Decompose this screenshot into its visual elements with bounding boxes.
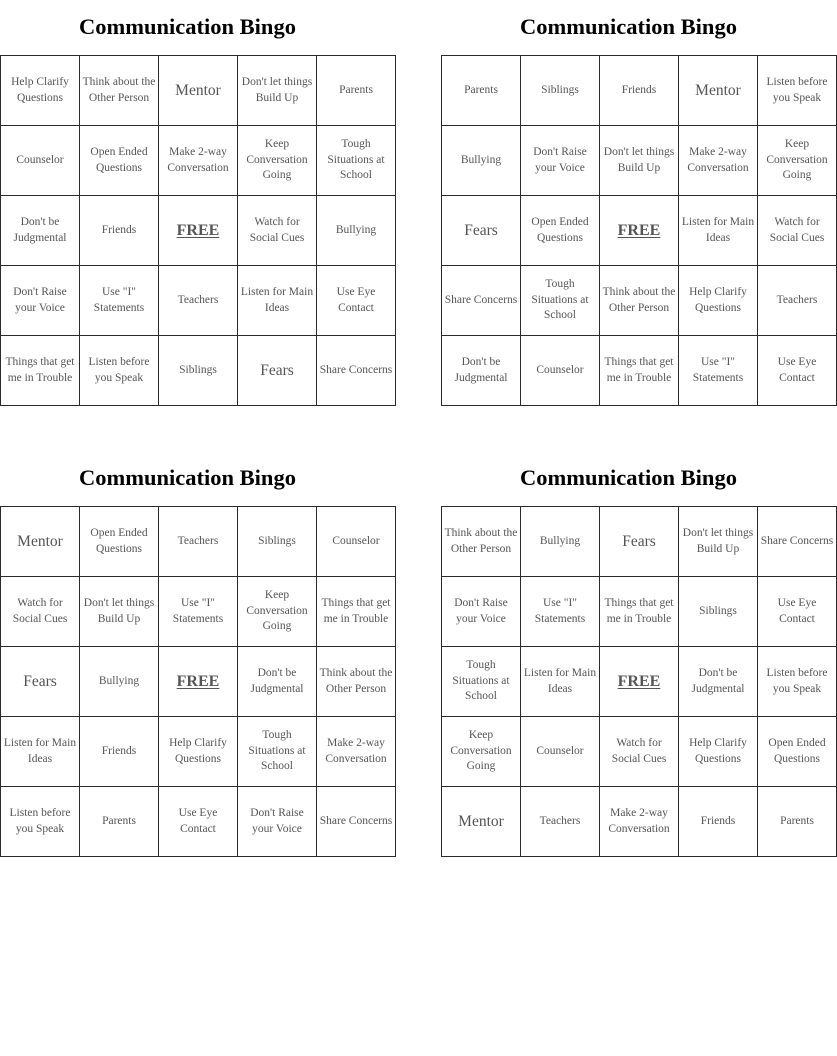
bingo-cell: Bullying — [80, 647, 159, 717]
bingo-cell: Watch for Social Cues — [758, 196, 837, 266]
bingo-cell: Things that get me in Trouble — [1, 336, 80, 406]
bingo-row — [1, 577, 396, 647]
bingo-cell: Make 2-way Conversation — [600, 787, 679, 857]
bingo-cell: Share Concerns — [758, 507, 837, 577]
bingo-cell: Teachers — [758, 266, 837, 336]
card-title: Communication Bingo — [520, 14, 737, 39]
bingo-cell: Make 2-way Conversation — [679, 126, 758, 196]
bingo-cell: Parents — [442, 56, 521, 126]
bingo-cell: Parents — [758, 787, 837, 857]
bingo-cell: Don't Raise your Voice — [1, 266, 80, 336]
bingo-row — [1, 787, 396, 857]
bingo-cell: Teachers — [521, 787, 600, 857]
bingo-cell: Watch for Social Cues — [1, 577, 80, 647]
bingo-cell: Think about the Other Person — [600, 266, 679, 336]
bingo-cell: Tough Situations at School — [521, 266, 600, 336]
bingo-cell: Don't be Judgmental — [238, 647, 317, 717]
bingo-row — [442, 577, 837, 647]
bingo-grid — [441, 506, 837, 857]
bingo-cell: Don't let things Build Up — [80, 577, 159, 647]
bingo-cell: Listen for Main Ideas — [1, 717, 80, 787]
bingo-cell: Friends — [80, 196, 159, 266]
bingo-cell: Things that get me in Trouble — [600, 336, 679, 406]
bingo-cell: Use "I" Statements — [80, 266, 159, 336]
bingo-cell: Listen before you Speak — [80, 336, 159, 406]
bingo-cell: Don't be Judgmental — [679, 647, 758, 717]
bingo-cell: Fears — [600, 507, 679, 577]
bingo-cell: Use Eye Contact — [758, 336, 837, 406]
bingo-cell: Teachers — [159, 507, 238, 577]
bingo-row — [1, 56, 396, 126]
bingo-cell: Don't Raise your Voice — [442, 577, 521, 647]
bingo-cell: Bullying — [317, 196, 396, 266]
bingo-cell: Counselor — [317, 507, 396, 577]
bingo-cell: Open Ended Questions — [80, 507, 159, 577]
bingo-cell: Help Clarify Questions — [159, 717, 238, 787]
bingo-cell: Think about the Other Person — [317, 647, 396, 717]
bingo-cell: Fears — [1, 647, 80, 717]
bingo-cell: Counselor — [521, 717, 600, 787]
bingo-grid — [441, 55, 837, 406]
bingo-row — [442, 126, 837, 196]
bingo-cell: Help Clarify Questions — [679, 717, 758, 787]
bingo-row — [442, 507, 837, 577]
bingo-row — [1, 126, 396, 196]
bingo-cell: Don't be Judgmental — [1, 196, 80, 266]
bingo-cell: Listen before you Speak — [1, 787, 80, 857]
bingo-cell: Listen for Main Ideas — [679, 196, 758, 266]
bingo-cell: Don't let things Build Up — [679, 507, 758, 577]
bingo-cell: Open Ended Questions — [80, 126, 159, 196]
bingo-cell: Counselor — [1, 126, 80, 196]
bingo-cell: Think about the Other Person — [80, 56, 159, 126]
bingo-cell: Make 2-way Conversation — [159, 126, 238, 196]
bingo-row — [1, 336, 396, 406]
bingo-cell: Make 2-way Conversation — [317, 717, 396, 787]
bingo-cell: Use "I" Statements — [679, 336, 758, 406]
bingo-row — [1, 647, 396, 717]
bingo-cell: Mentor — [1, 507, 80, 577]
bingo-cell: Share Concerns — [442, 266, 521, 336]
bingo-cell: Keep Conversation Going — [238, 577, 317, 647]
bingo-row — [1, 266, 396, 336]
bingo-cell: Parents — [317, 56, 396, 126]
bingo-cell: Don't Raise your Voice — [238, 787, 317, 857]
bingo-cell: Help Clarify Questions — [679, 266, 758, 336]
bingo-row — [442, 56, 837, 126]
bingo-cell: Keep Conversation Going — [442, 717, 521, 787]
bingo-cell: Don't Raise your Voice — [521, 126, 600, 196]
bingo-cell: Mentor — [159, 56, 238, 126]
bingo-cell: Open Ended Questions — [758, 717, 837, 787]
bingo-cell: Friends — [600, 56, 679, 126]
bingo-cell: Mentor — [679, 56, 758, 126]
card-title: Communication Bingo — [79, 14, 296, 39]
bingo-cell: Share Concerns — [317, 787, 396, 857]
bingo-cell: Friends — [679, 787, 758, 857]
bingo-cell: Parents — [80, 787, 159, 857]
card-title: Communication Bingo — [520, 465, 737, 490]
free-space: FREE — [159, 647, 238, 717]
bingo-cell: Use "I" Statements — [521, 577, 600, 647]
bingo-cell: Siblings — [521, 56, 600, 126]
bingo-cell: Use "I" Statements — [159, 577, 238, 647]
bingo-row — [442, 266, 837, 336]
bingo-cell: Things that get me in Trouble — [600, 577, 679, 647]
bingo-cell: Listen for Main Ideas — [521, 647, 600, 717]
bingo-cell: Help Clarify Questions — [1, 56, 80, 126]
card-title: Communication Bingo — [79, 465, 296, 490]
bingo-cell: Fears — [442, 196, 521, 266]
bingo-cell: Tough Situations at School — [238, 717, 317, 787]
bingo-row — [442, 787, 837, 857]
bingo-cell: Fears — [238, 336, 317, 406]
bingo-cell: Use Eye Contact — [758, 577, 837, 647]
bingo-cell: Don't be Judgmental — [442, 336, 521, 406]
bingo-cell: Things that get me in Trouble — [317, 577, 396, 647]
bingo-cell: Bullying — [442, 126, 521, 196]
bingo-cell: Keep Conversation Going — [238, 126, 317, 196]
bingo-cell: Watch for Social Cues — [238, 196, 317, 266]
bingo-cell: Think about the Other Person — [442, 507, 521, 577]
bingo-cell: Keep Conversation Going — [758, 126, 837, 196]
free-space: FREE — [600, 647, 679, 717]
bingo-cell: Bullying — [521, 507, 600, 577]
free-space: FREE — [600, 196, 679, 266]
bingo-cell: Mentor — [442, 787, 521, 857]
bingo-row — [1, 717, 396, 787]
bingo-cell: Watch for Social Cues — [600, 717, 679, 787]
bingo-cell: Siblings — [159, 336, 238, 406]
bingo-cell: Tough Situations at School — [317, 126, 396, 196]
bingo-cell: Open Ended Questions — [521, 196, 600, 266]
bingo-cell: Teachers — [159, 266, 238, 336]
bingo-cell: Friends — [80, 717, 159, 787]
bingo-cell: Counselor — [521, 336, 600, 406]
bingo-cell: Use Eye Contact — [317, 266, 396, 336]
bingo-row — [442, 196, 837, 266]
bingo-cell: Siblings — [679, 577, 758, 647]
bingo-row — [1, 507, 396, 577]
bingo-cell: Don't let things Build Up — [600, 126, 679, 196]
bingo-cell: Share Concerns — [317, 336, 396, 406]
bingo-cell: Listen before you Speak — [758, 56, 837, 126]
bingo-cell: Listen for Main Ideas — [238, 266, 317, 336]
bingo-row — [442, 647, 837, 717]
bingo-cell: Use Eye Contact — [159, 787, 238, 857]
bingo-row — [442, 717, 837, 787]
bingo-cell: Siblings — [238, 507, 317, 577]
bingo-cell: Listen before you Speak — [758, 647, 837, 717]
bingo-row — [1, 196, 396, 266]
bingo-grid — [0, 506, 396, 857]
free-space: FREE — [159, 196, 238, 266]
bingo-row — [442, 336, 837, 406]
bingo-cell: Don't let things Build Up — [238, 56, 317, 126]
bingo-cell: Tough Situations at School — [442, 647, 521, 717]
bingo-grid — [0, 55, 396, 406]
